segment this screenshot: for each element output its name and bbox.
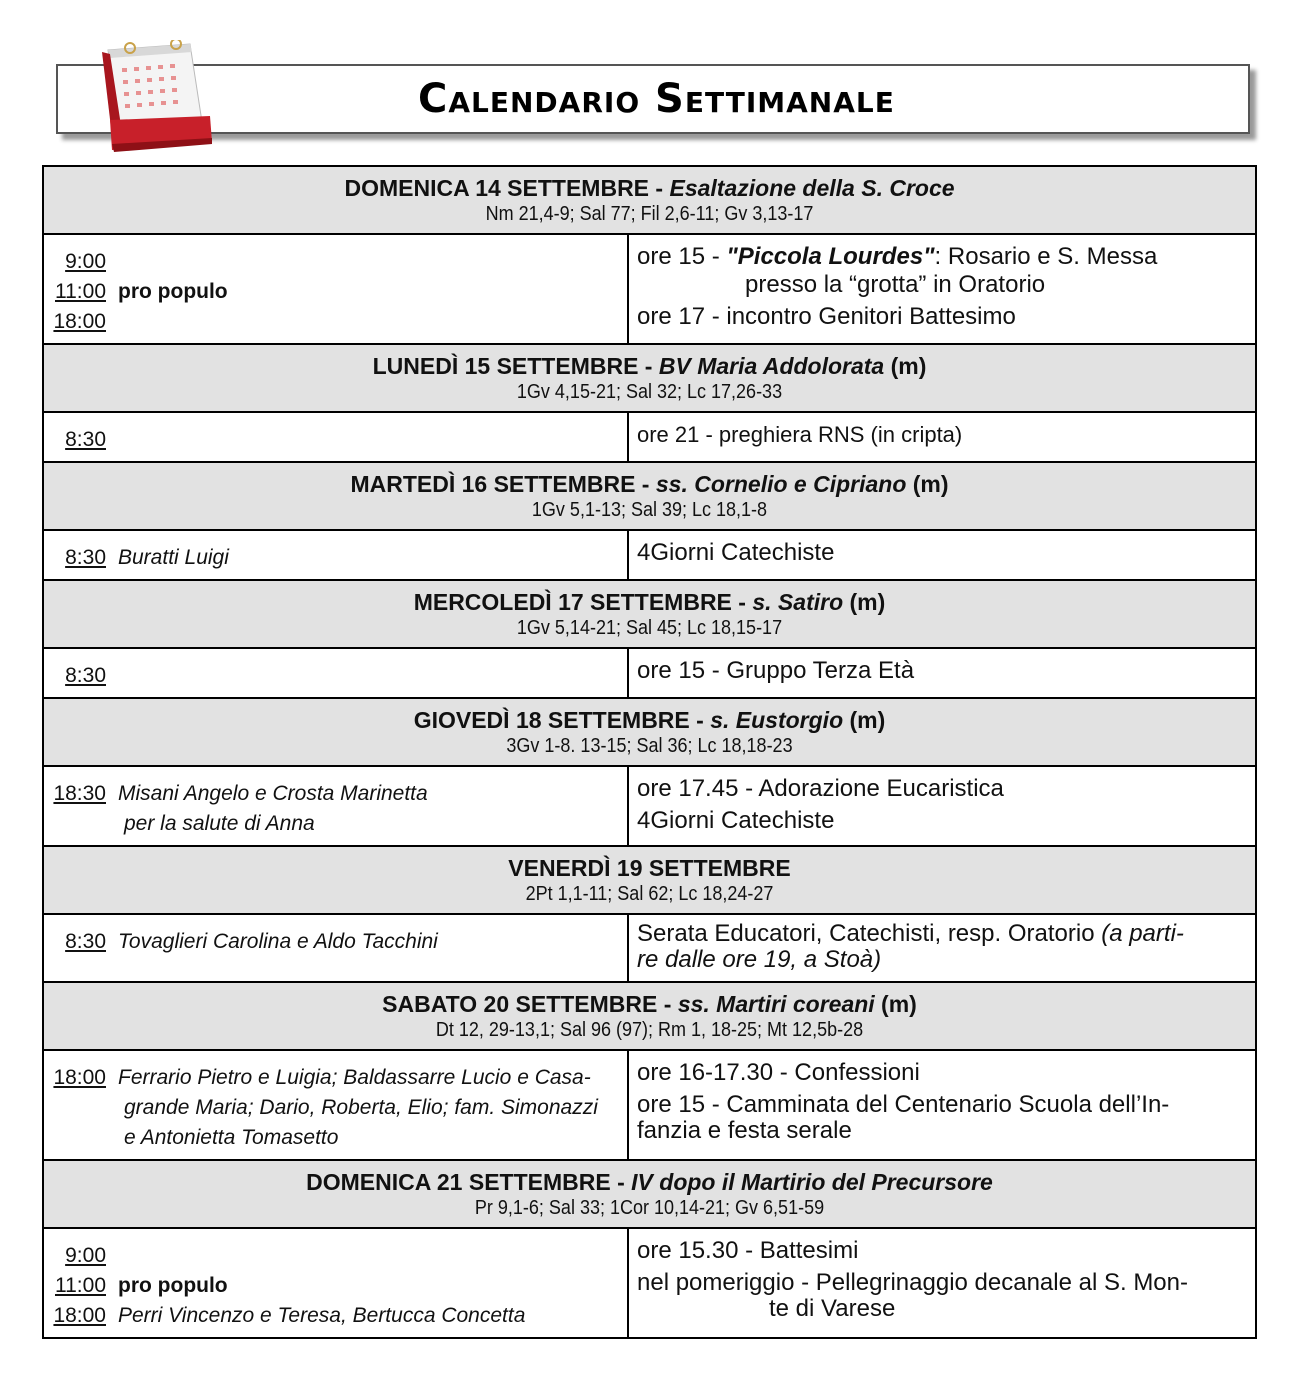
day-header: [43, 982, 1256, 1050]
events-cell: [628, 412, 1256, 462]
day-title: LUNEDÌ 15 SETTEMBRE: [372, 353, 639, 379]
day-readings: 1Gv 5,1-13; Sal 39; Lc 18,1-8: [531, 499, 768, 521]
day-suffix: (m): [843, 707, 886, 733]
day-separator: -: [635, 471, 656, 497]
day-separator: -: [610, 1169, 632, 1195]
event-text: presso la “grotta” in Oratorio: [745, 271, 1046, 298]
events-cell: [628, 1228, 1256, 1338]
day-feast: ss. Cornelio e Cipriano: [655, 471, 907, 497]
mass-intention: Buratti Luigi: [118, 546, 229, 569]
day-feast: ss. Martiri coreani: [677, 991, 875, 1017]
schedule-table: [42, 165, 1257, 1339]
event-highlight: "Piccola Lourdes": [726, 243, 935, 270]
event-text: : Rosario e S. Messa: [934, 243, 1158, 270]
event-text: ore 17.45 - Adorazione Eucaristica: [637, 775, 1004, 802]
day-separator: -: [657, 991, 678, 1017]
events-cell: [628, 766, 1256, 846]
event-text: ore 15.30 - Battesimi: [637, 1237, 859, 1264]
day-title: DOMENICA 21 SETTEMBRE: [306, 1169, 611, 1195]
day-readings: 1Gv 4,15-21; Sal 32; Lc 17,26-33: [516, 381, 783, 403]
mass-time: 18:00: [53, 310, 106, 333]
event-text: ore 17 - incontro Genitori Battesimo: [637, 303, 1016, 330]
events-cell: [628, 530, 1256, 580]
day-row: [43, 1050, 1256, 1160]
day-feast: s. Eustorgio: [710, 707, 844, 733]
day-separator: -: [689, 707, 711, 733]
mass-time: 9:00: [65, 250, 106, 273]
day-title: GIOVEDÌ 18 SETTEMBRE: [413, 707, 690, 733]
mass-intention: pro populo: [118, 1274, 228, 1297]
event-text: te di Varese: [769, 1295, 896, 1322]
event-text: ore 21 - preghiera RNS (in cripta): [637, 422, 963, 447]
masses-cell: [43, 914, 628, 982]
mass-time: 11:00: [55, 280, 106, 303]
mass-time: 18:30: [53, 782, 106, 805]
event-note: re dalle ore 19, a Stoà): [637, 946, 882, 973]
event-text: ore 15 -: [637, 243, 727, 270]
day-header: [43, 1160, 1256, 1228]
day-readings: 1Gv 5,14-21; Sal 45; Lc 18,15-17: [516, 617, 783, 639]
day-row: [43, 648, 1256, 698]
masses-cell: [43, 1050, 628, 1160]
day-separator: -: [649, 175, 670, 201]
day-header: [43, 166, 1256, 234]
event-text: nel pomeriggio - Pellegrinaggio decanale al S. Mon-: [637, 1269, 1188, 1296]
day-feast: IV dopo il Martirio del Precursore: [631, 1169, 993, 1195]
masses-cell: [43, 530, 628, 580]
day-title: MARTEDÌ 16 SETTEMBRE: [350, 471, 636, 497]
masses-cell: [43, 766, 628, 846]
event-text: 4Giorni Catechiste: [637, 807, 835, 834]
mass-time: 8:30: [65, 546, 106, 569]
events-cell: [628, 648, 1256, 698]
day-header: [43, 462, 1256, 530]
mass-time: 18:00: [53, 1066, 106, 1089]
mass-intention: Tovaglieri Carolina e Aldo Tacchini: [118, 930, 438, 953]
day-row: [43, 914, 1256, 982]
event-text: 4Giorni Catechiste: [637, 539, 835, 566]
day-header: [43, 344, 1256, 412]
day-title: VENERDÌ 19 SETTEMBRE: [508, 855, 791, 881]
mass-intention-continued: grande Maria; Dario, Roberta, Elio; fam. Simonazzi: [124, 1096, 598, 1119]
day-title: SABATO 20 SETTEMBRE: [382, 991, 658, 1017]
day-readings: 3Gv 1-8. 13-15; Sal 36; Lc 18,18-23: [506, 735, 793, 757]
day-header: [43, 846, 1256, 914]
mass-intention: Perri Vincenzo e Teresa, Bertucca Concetta: [118, 1304, 526, 1327]
day-row: [43, 766, 1256, 846]
day-feast: s. Satiro: [752, 589, 844, 615]
events-cell: [628, 914, 1256, 982]
event-text: ore 16-17.30 - Confessioni: [637, 1059, 920, 1086]
day-row: [43, 412, 1256, 462]
events-cell: [628, 1050, 1256, 1160]
mass-intention-continued: e Antonietta Tomasetto: [124, 1126, 339, 1149]
mass-time: 8:30: [65, 930, 106, 953]
masses-cell: [43, 648, 628, 698]
mass-time: 18:00: [53, 1304, 106, 1327]
header-banner: [56, 64, 1250, 134]
mass-intention-continued: per la salute di Anna: [124, 812, 315, 835]
mass-time: 11:00: [55, 1274, 106, 1297]
day-title: MERCOLEDÌ 17 SETTEMBRE: [413, 589, 732, 615]
mass-time: 8:30: [65, 428, 106, 451]
day-header: [43, 580, 1256, 648]
day-header: [43, 698, 1256, 766]
day-readings: Nm 21,4-9; Sal 77; Fil 2,6-11; Gv 3,13-17: [485, 203, 814, 225]
day-separator: -: [638, 353, 659, 379]
event-text: Serata Educatori, Catechisti, resp. Oratorio: [637, 920, 1102, 947]
events-cell: [628, 234, 1256, 344]
day-suffix: (m): [843, 589, 886, 615]
mass-intention: Ferrario Pietro e Luigia; Baldassarre Lucio e Casa-: [118, 1066, 591, 1089]
day-readings: Pr 9,1-6; Sal 33; 1Cor 10,14-21; Gv 6,51-59: [474, 1197, 825, 1219]
event-text: ore 15 - Gruppo Terza Età: [637, 657, 915, 684]
day-separator: -: [731, 589, 753, 615]
mass-intention: pro populo: [118, 280, 228, 303]
day-suffix: (m): [874, 991, 917, 1017]
event-note: (a parti-: [1101, 920, 1184, 947]
page-title: Calendario Settimanale: [418, 76, 895, 122]
day-suffix: (m): [884, 353, 927, 379]
day-row: [43, 234, 1256, 344]
masses-cell: [43, 412, 628, 462]
event-text: fanzia e festa serale: [637, 1117, 852, 1144]
day-row: [43, 1228, 1256, 1338]
masses-cell: [43, 1228, 628, 1338]
event-text: ore 15 - Camminata del Centenario Scuola dell’In-: [637, 1091, 1170, 1118]
mass-time: 8:30: [65, 664, 106, 687]
day-readings: 2Pt 1,1-11; Sal 62; Lc 18,24-27: [525, 883, 774, 905]
calendar-icon: [98, 40, 216, 154]
masses-cell: [43, 234, 628, 344]
day-readings: Dt 12, 29-13,1; Sal 96 (97); Rm 1, 18-25; Mt 12,5b-28: [435, 1019, 864, 1041]
day-feast: BV Maria Addolorata: [658, 353, 885, 379]
day-suffix: (m): [906, 471, 949, 497]
mass-intention: Misani Angelo e Crosta Marinetta: [118, 782, 428, 805]
mass-time: 9:00: [65, 1244, 106, 1267]
day-feast: Esaltazione della S. Croce: [669, 175, 955, 201]
day-title: DOMENICA 14 SETTEMBRE: [344, 175, 650, 201]
day-row: [43, 530, 1256, 580]
